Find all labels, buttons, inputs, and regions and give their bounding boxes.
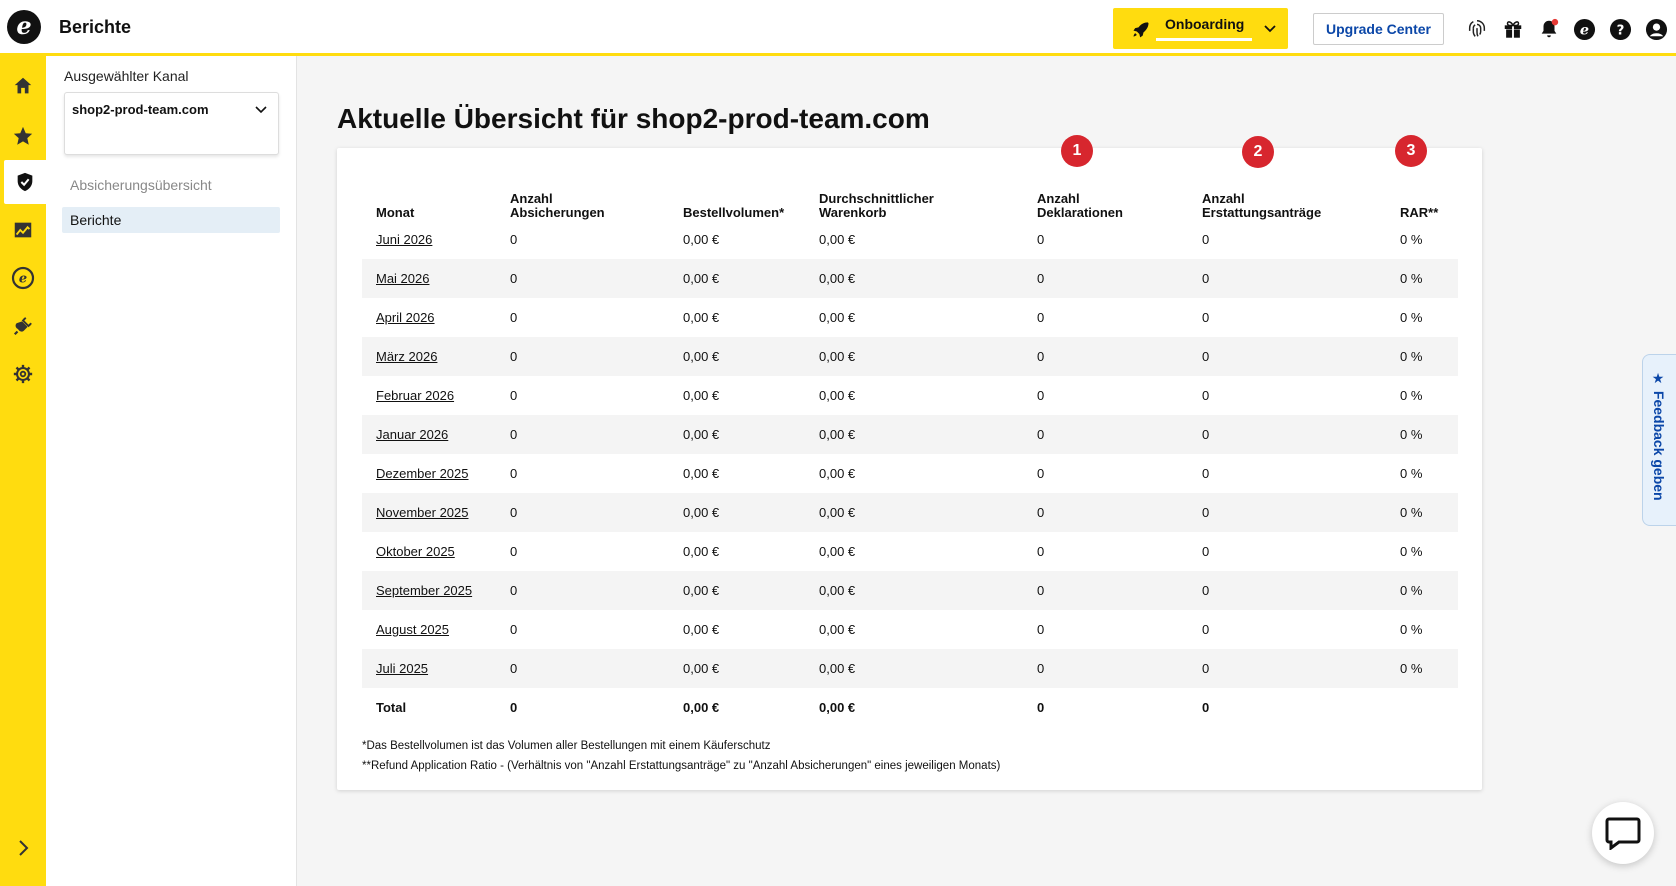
cell-anzahl-deklarationen: 0 bbox=[1037, 232, 1045, 247]
cell-anzahl-erstattungsantraege: 0 bbox=[1188, 259, 1386, 298]
cell-anzahl-deklarationen: 0 bbox=[1037, 622, 1045, 637]
channel-label: Ausgewählter Kanal bbox=[64, 68, 189, 84]
cell-rar: 0 % bbox=[1400, 388, 1423, 403]
table-row bbox=[362, 220, 1458, 259]
table-header-row bbox=[362, 174, 1458, 220]
table-row bbox=[362, 337, 1458, 376]
cell-rar: 0 % bbox=[1400, 544, 1423, 559]
cell-rar: 0 % bbox=[1400, 310, 1423, 325]
month-link[interactable]: März 2026 bbox=[376, 349, 438, 364]
column-header-anzahl-erstattungsantraege bbox=[1188, 174, 1386, 220]
cell-anzahl-deklarationen: 0 bbox=[1023, 337, 1188, 376]
cell-anzahl-deklarationen: 0 bbox=[1023, 259, 1188, 298]
onboarding-button[interactable] bbox=[1113, 8, 1288, 49]
month-link[interactable]: Juni 2026 bbox=[376, 232, 433, 247]
badge-1: 1 bbox=[1061, 135, 1093, 167]
cell-rar: 0 % bbox=[1386, 571, 1458, 610]
cell-anzahl-absicherungen: 0 bbox=[510, 466, 518, 481]
gear-icon bbox=[12, 363, 34, 385]
cell-rar: 0 % bbox=[1386, 649, 1458, 688]
upgrade-center-button[interactable]: Upgrade Center bbox=[1313, 13, 1444, 45]
top-bar bbox=[0, 0, 1676, 56]
table-row bbox=[362, 493, 1458, 532]
user-icon[interactable] bbox=[1644, 17, 1668, 41]
help-icon[interactable] bbox=[1608, 17, 1632, 41]
cell-durchschnittlicher-warenkorb: 0,00 € bbox=[805, 337, 1023, 376]
logo-letter: e bbox=[16, 10, 32, 40]
total-durchschnittlicher-warenkorb: 0,00 € bbox=[819, 699, 856, 715]
cell-anzahl-absicherungen: 0 bbox=[496, 259, 669, 298]
total-anzahl-absicherungen: 0 bbox=[510, 699, 518, 715]
table-body bbox=[362, 220, 1458, 688]
cell-monat bbox=[362, 493, 496, 532]
cell-durchschnittlicher-warenkorb: 0,00 € bbox=[805, 649, 1023, 688]
column-header-line: Durchschnittlicher bbox=[819, 191, 934, 206]
month-link[interactable]: Dezember 2025 bbox=[376, 466, 469, 481]
cell-anzahl-erstattungsantraege: 0 bbox=[1188, 415, 1386, 454]
total-anzahl-erstattungsantraege: 0 bbox=[1202, 699, 1210, 715]
chevron-right-icon bbox=[15, 838, 31, 858]
bell-icon[interactable] bbox=[1537, 17, 1561, 41]
cell-anzahl-absicherungen: 0 bbox=[496, 415, 669, 454]
cell-rar: 0 % bbox=[1386, 259, 1458, 298]
cell-rar: 0 % bbox=[1386, 415, 1458, 454]
cell-durchschnittlicher-warenkorb: 0,00 € bbox=[805, 415, 1023, 454]
table-row bbox=[362, 532, 1458, 571]
table-row bbox=[362, 298, 1458, 337]
home-icon bbox=[12, 75, 34, 97]
total-bestellvolumen: 0,00 € bbox=[683, 699, 720, 715]
column-header-line: Deklarationen bbox=[1037, 205, 1123, 220]
chat-button[interactable] bbox=[1592, 802, 1654, 864]
table-row bbox=[362, 259, 1458, 298]
column-header-line: RAR** bbox=[1400, 205, 1439, 220]
cell-bestellvolumen: 0,00 € bbox=[669, 259, 805, 298]
cell-anzahl-absicherungen: 0 bbox=[510, 388, 518, 403]
total-anzahl-deklarationen: 0 bbox=[1037, 699, 1045, 715]
cell-monat bbox=[362, 649, 496, 688]
cell-anzahl-erstattungsantraege: 0 bbox=[1202, 388, 1210, 403]
month-link[interactable]: Juli 2025 bbox=[376, 661, 429, 676]
month-link[interactable]: August 2025 bbox=[376, 622, 450, 637]
cell-bestellvolumen: 0,00 € bbox=[683, 544, 720, 559]
chevron-down-icon bbox=[254, 103, 268, 117]
column-header-line: Monat bbox=[376, 205, 415, 220]
gift-icon[interactable] bbox=[1501, 17, 1525, 41]
chevron-down-icon bbox=[1263, 22, 1277, 36]
cell-anzahl-absicherungen: 0 bbox=[510, 622, 518, 637]
trusted-logo[interactable] bbox=[7, 10, 41, 44]
report-table bbox=[362, 174, 1458, 726]
page-title: Aktuelle Übersicht für shop2-prod-team.com bbox=[337, 103, 930, 134]
cell-monat bbox=[362, 259, 496, 298]
cell-durchschnittlicher-warenkorb: 0,00 € bbox=[805, 571, 1023, 610]
trusted-logo-icon[interactable] bbox=[1572, 17, 1596, 41]
cell-bestellvolumen: 0,00 € bbox=[669, 415, 805, 454]
cell-monat bbox=[362, 415, 496, 454]
column-header-anzahl-absicherungen bbox=[496, 174, 669, 220]
column-header-line: Anzahl bbox=[1037, 191, 1080, 206]
month-link[interactable]: Januar 2026 bbox=[376, 427, 449, 442]
secondary-sidebar bbox=[46, 56, 297, 886]
onboarding-label: Onboarding bbox=[1165, 16, 1245, 32]
table-row bbox=[362, 376, 1458, 415]
plug-icon bbox=[12, 315, 34, 337]
column-header-bestellvolumen bbox=[669, 174, 805, 220]
cell-rar: 0 % bbox=[1386, 337, 1458, 376]
cell-anzahl-deklarationen: 0 bbox=[1023, 649, 1188, 688]
cell-anzahl-absicherungen: 0 bbox=[510, 544, 518, 559]
cell-anzahl-erstattungsantraege: 0 bbox=[1202, 622, 1210, 637]
shield-check-icon bbox=[14, 171, 36, 193]
cell-rar: 0 % bbox=[1386, 493, 1458, 532]
cell-bestellvolumen: 0,00 € bbox=[683, 310, 720, 325]
cell-rar: 0 % bbox=[1400, 232, 1423, 247]
month-link[interactable]: September 2025 bbox=[376, 583, 473, 598]
cell-anzahl-absicherungen: 0 bbox=[510, 232, 518, 247]
cell-monat bbox=[362, 571, 496, 610]
month-link[interactable]: November 2025 bbox=[376, 505, 469, 520]
table-total-row bbox=[362, 688, 1458, 726]
cell-anzahl-deklarationen: 0 bbox=[1023, 493, 1188, 532]
cell-durchschnittlicher-warenkorb: 0,00 € bbox=[819, 622, 856, 637]
column-header-line: Anzahl bbox=[1202, 191, 1245, 206]
channel-select[interactable] bbox=[64, 92, 279, 155]
month-link[interactable]: Februar 2026 bbox=[376, 388, 455, 403]
cell-anzahl-deklarationen: 0 bbox=[1037, 466, 1045, 481]
column-header-line: Bestellvolumen* bbox=[683, 205, 785, 220]
table-row bbox=[362, 454, 1458, 493]
footnote-rar: **Refund Application Ratio - (Verhältnis von "Anzahl Erstattungsanträge" zu "Anzahl Absicherungen" eines jeweiligen Monats) bbox=[362, 760, 1001, 772]
cell-bestellvolumen: 0,00 € bbox=[669, 337, 805, 376]
cell-anzahl-deklarationen: 0 bbox=[1023, 571, 1188, 610]
cell-anzahl-deklarationen: 0 bbox=[1037, 388, 1045, 403]
cell-anzahl-absicherungen: 0 bbox=[496, 571, 669, 610]
cell-bestellvolumen: 0,00 € bbox=[683, 466, 720, 481]
cell-monat bbox=[362, 454, 496, 493]
column-header-rar bbox=[1386, 174, 1458, 220]
table-row bbox=[362, 649, 1458, 688]
cell-anzahl-erstattungsantraege: 0 bbox=[1202, 544, 1210, 559]
column-header-durchschnittlicher-warenkorb bbox=[805, 174, 1023, 220]
total-monat: Total bbox=[376, 699, 407, 715]
cell-monat bbox=[362, 337, 496, 376]
cell-durchschnittlicher-warenkorb: 0,00 € bbox=[819, 310, 856, 325]
feedback-tab[interactable] bbox=[1642, 354, 1676, 526]
cell-monat bbox=[362, 610, 496, 649]
cell-bestellvolumen: 0,00 € bbox=[683, 622, 720, 637]
channel-value: shop2-prod-team.com bbox=[72, 102, 209, 117]
badge-3: 3 bbox=[1395, 135, 1427, 167]
cell-anzahl-absicherungen: 0 bbox=[496, 649, 669, 688]
cell-anzahl-erstattungsantraege: 0 bbox=[1188, 337, 1386, 376]
table-row bbox=[362, 415, 1458, 454]
table-row bbox=[362, 610, 1458, 649]
cell-monat bbox=[362, 298, 496, 337]
rail-item-trusted[interactable] bbox=[0, 256, 46, 300]
rail-item-analytics[interactable] bbox=[0, 208, 46, 252]
column-header-monat bbox=[362, 174, 496, 220]
cell-monat bbox=[362, 532, 496, 571]
cell-rar: 0 % bbox=[1400, 466, 1423, 481]
badge-2: 2 bbox=[1242, 136, 1274, 168]
cell-anzahl-erstattungsantraege: 0 bbox=[1188, 493, 1386, 532]
sidebar-item-absicherungsuebersicht[interactable]: Absicherungsübersicht bbox=[70, 177, 212, 193]
cell-anzahl-absicherungen: 0 bbox=[496, 337, 669, 376]
cell-durchschnittlicher-warenkorb: 0,00 € bbox=[819, 466, 856, 481]
report-card bbox=[337, 142, 1482, 790]
column-header-anzahl-deklarationen bbox=[1023, 174, 1188, 220]
column-header-line: Warenkorb bbox=[819, 205, 887, 220]
rail-item-protection[interactable] bbox=[4, 160, 46, 204]
rail-item-settings[interactable] bbox=[0, 352, 46, 396]
cell-anzahl-erstattungsantraege: 0 bbox=[1202, 466, 1210, 481]
rail-item-integrations[interactable] bbox=[0, 304, 46, 348]
star-icon bbox=[12, 125, 34, 147]
cell-monat bbox=[362, 376, 496, 415]
svg-text:e: e bbox=[18, 271, 28, 287]
rail-item-favorites[interactable] bbox=[0, 114, 46, 158]
trusted-e-icon bbox=[11, 266, 35, 290]
column-header-line: Anzahl bbox=[510, 191, 553, 206]
rail-item-home[interactable] bbox=[0, 64, 46, 108]
sidebar-item-berichte[interactable]: Berichte bbox=[62, 207, 280, 233]
cell-anzahl-erstattungsantraege: 0 bbox=[1202, 310, 1210, 325]
chart-icon bbox=[12, 219, 34, 241]
cell-anzahl-erstattungsantraege: 0 bbox=[1188, 571, 1386, 610]
svg-text:?: ? bbox=[1616, 22, 1624, 38]
cell-monat bbox=[362, 220, 496, 259]
table-row bbox=[362, 571, 1458, 610]
month-link[interactable]: Mai 2026 bbox=[376, 271, 430, 286]
main-nav-rail bbox=[0, 56, 46, 886]
column-header-line: Erstattungsanträge bbox=[1202, 205, 1322, 220]
cell-durchschnittlicher-warenkorb: 0,00 € bbox=[805, 493, 1023, 532]
rail-expand-button[interactable] bbox=[0, 826, 46, 870]
cell-bestellvolumen: 0,00 € bbox=[669, 571, 805, 610]
cell-durchschnittlicher-warenkorb: 0,00 € bbox=[805, 259, 1023, 298]
cell-anzahl-erstattungsantraege: 0 bbox=[1202, 232, 1210, 247]
chat-bubble-icon bbox=[1605, 816, 1641, 850]
cell-anzahl-deklarationen: 0 bbox=[1023, 415, 1188, 454]
fingerprint-icon[interactable] bbox=[1465, 17, 1489, 41]
cell-bestellvolumen: 0,00 € bbox=[683, 232, 720, 247]
cell-durchschnittlicher-warenkorb: 0,00 € bbox=[819, 544, 856, 559]
total-rar bbox=[1386, 688, 1458, 726]
cell-anzahl-erstattungsantraege: 0 bbox=[1188, 649, 1386, 688]
cell-bestellvolumen: 0,00 € bbox=[669, 493, 805, 532]
rocket-icon bbox=[1131, 19, 1151, 39]
cell-durchschnittlicher-warenkorb: 0,00 € bbox=[819, 388, 856, 403]
cell-anzahl-deklarationen: 0 bbox=[1037, 310, 1045, 325]
cell-rar: 0 % bbox=[1400, 622, 1423, 637]
feedback-label: ★ Feedback geben bbox=[1651, 371, 1667, 501]
footnote-bestellvolumen: *Das Bestellvolumen ist das Volumen aller Bestellungen mit einem Käuferschutz bbox=[362, 740, 771, 752]
month-link[interactable]: Oktober 2025 bbox=[376, 544, 455, 559]
cell-bestellvolumen: 0,00 € bbox=[683, 388, 720, 403]
month-link[interactable]: April 2026 bbox=[376, 310, 435, 325]
cell-anzahl-absicherungen: 0 bbox=[496, 493, 669, 532]
app-title: Berichte bbox=[59, 17, 132, 37]
onboarding-progress-bar bbox=[1156, 38, 1252, 41]
svg-text:e: e bbox=[1579, 21, 1589, 38]
cell-bestellvolumen: 0,00 € bbox=[669, 649, 805, 688]
cell-durchschnittlicher-warenkorb: 0,00 € bbox=[819, 232, 856, 247]
column-header-line: Absicherungen bbox=[510, 205, 605, 220]
cell-anzahl-absicherungen: 0 bbox=[510, 310, 518, 325]
cell-anzahl-deklarationen: 0 bbox=[1037, 544, 1045, 559]
